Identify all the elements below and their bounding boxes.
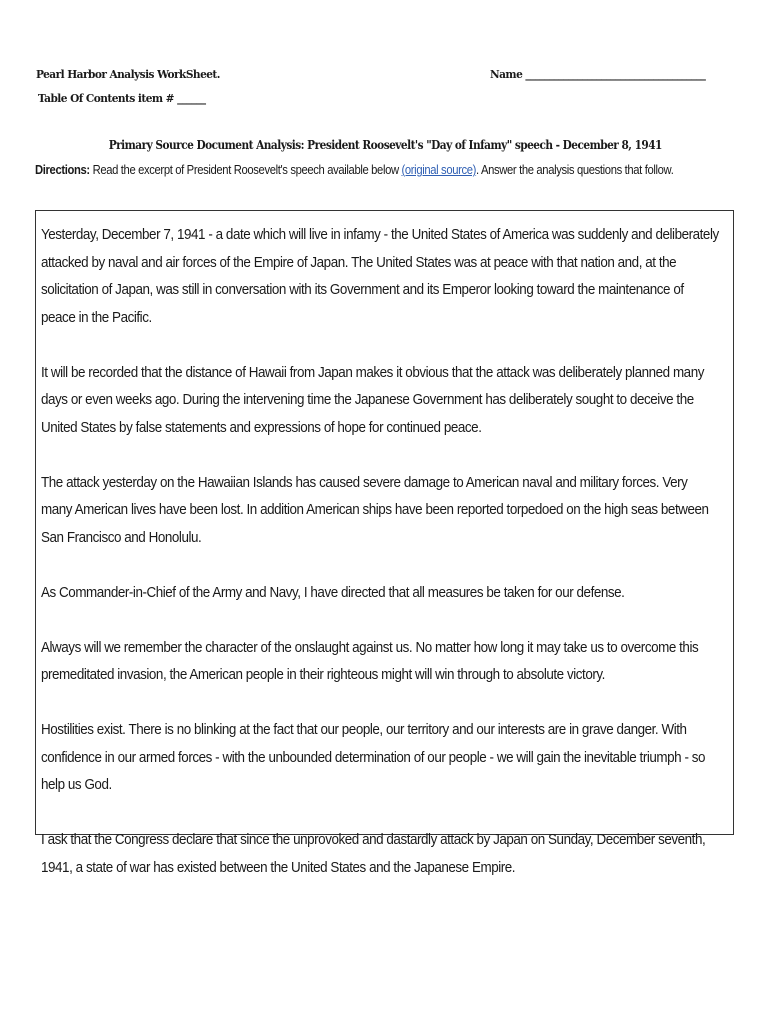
directions: [35, 163, 673, 177]
document-title-text: Primary Source Document Analysis: President Roosevelt's "Day of Infamy" speech - December 8, 1941: [108, 138, 662, 152]
speech-paragraph-7: I ask that the Congress declare that since the unprovoked and dastardly attack by Japan on Sunday, December seventh, 1941, a state of war has existed between the United States and the Japanese Empire.: [41, 831, 706, 876]
speech-paragraph-5: Always will we remember the character of the onslaught against us. No matter how long it may take us to overcome this premeditated invasion, the American people in their righteous might will win through to absolute victory.: [41, 638, 699, 683]
directions-label: Directions:: [35, 163, 90, 177]
document-title: [0, 138, 770, 152]
speech-paragraph-6: Hostilities exist. There is no blinking at the fact that our people, our territory and our interests are in grave danger. With confidence in our armed forces - with the unbounded determination of our people - we will gain the inevitable triumph - so help us God.: [41, 721, 706, 793]
worksheet-header: [36, 62, 220, 110]
worksheet-title: Pearl Harbor Analysis WorkSheet.: [36, 67, 220, 81]
speech-text: [41, 221, 721, 909]
name-field: Name ______________________________________: [490, 67, 706, 81]
directions-text-before: Read the excerpt of President Roosevelt's speech available below: [89, 163, 402, 177]
speech-paragraph-3: The attack yesterday on the Hawaiian Islands has caused severe damage to American naval and military forces. Very many American lives have been lost. In addition American ships have been reported torpedoed on the high seas between San Francisco and Honolulu.: [41, 473, 709, 546]
directions-text-after: . Answer the analysis questions that follow.: [476, 163, 674, 177]
speech-excerpt-box: [35, 210, 734, 876]
speech-paragraph-1: Yesterday, December 7, 1941 - a date which will live in infamy - the United States of America was suddenly and deliberately attacked by naval and air forces of the Empire of Japan. The United States was at peace with that nation and, at the solicitation of Japan, was still in conversation with its Government and its Emperor looking toward the maintenance of peace in the Pacific.: [41, 226, 719, 326]
toc-item-field: Table Of Contents item # ______: [37, 91, 206, 105]
original-source-link[interactable]: (original source): [401, 163, 477, 177]
speech-paragraph-4: As Commander-in-Chief of the Army and Navy, I have directed that all measures be taken for our defense.: [41, 583, 625, 601]
speech-paragraph-2: It will be recorded that the distance of Hawaii from Japan makes it obvious that the attack was deliberately planned many days or even weeks ago. During the intervening time the Japanese Government has deliberately sought to deceive the United States by false statements and expressions of hope for continued peace.: [41, 363, 704, 436]
